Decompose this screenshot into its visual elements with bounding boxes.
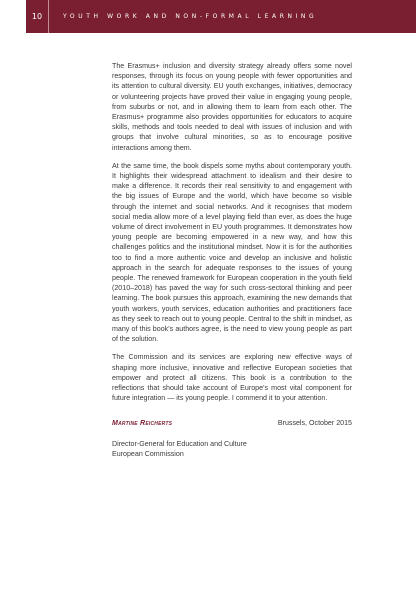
signatory-affiliation — [112, 439, 352, 460]
affiliation-line-1: Director-General for Education and Culture — [112, 439, 247, 448]
paragraph-3: The Commission and its services are exploring new effective ways of shaping more inclusive, innovative and reflective European societies that empower and protect all citizens. This book is a contribution to the reflections that should take account of Europe’s most vital component for future integration — its young people. I commend it to your attention. — [112, 353, 352, 403]
signatory-name: Martine Reicherts — [112, 418, 173, 427]
signoff-line — [112, 418, 352, 428]
place-date: Brussels, October 2015 — [277, 418, 352, 427]
foreword-body — [112, 61, 352, 460]
page-number: 10 — [26, 0, 49, 33]
header-bar — [26, 0, 416, 33]
paragraph-2: At the same time, the book dispels some myths about contemporary youth. It highlights their widespread attachment to idealism and their desire to make a difference. It records their real sensitivity to and engagement with the big issues of Europe and the world, which have become so visible through the internet and social networks. And it recognises that modern social media allow more of a level playing field than ever, as does the huge volume of direct involvement in EU youth programmes. It demonstrates how young people are becoming empowered in a new way, and how this challenges politics and the institutional mindset. Now it is for the authorities too to find a more authentic voice and develop an inclusive and holistic approach in the search for adequate responses to the issues of young people. The renewed framework for European cooperation in the youth field (2010–2018) has paved the way for such cross-sectoral thinking and peer learning. The book pursues this approach, examining the new demands that youth workers, youth services, education authorities and practitioners face as they seek to reach out to young people. Central to the shift in mindset, as many of this book’s authors agree, is the need to view young people as part of the solution. — [112, 161, 352, 344]
affiliation-line-2: European Commission — [112, 450, 184, 459]
paragraph-1: The Erasmus+ inclusion and diversity strategy already offers some novel responses, through its focus on young people with fewer opportunities and its attention to cultural diversity. EU youth exchanges, initiatives, democracy or volunteering projects have proved their value in engaging young people, from suburbs or not, and in allowing them to learn from each other. The Erasmus+ programme also provides opportunities for educators to acquire skills, methods and tools needed to deal with issues of inclusion and with groups that involve cultural minorities, so as to encourage positive interactions among them. — [112, 62, 352, 152]
running-head: YOUTH WORK AND NON-FORMAL LEARNING — [63, 13, 318, 20]
